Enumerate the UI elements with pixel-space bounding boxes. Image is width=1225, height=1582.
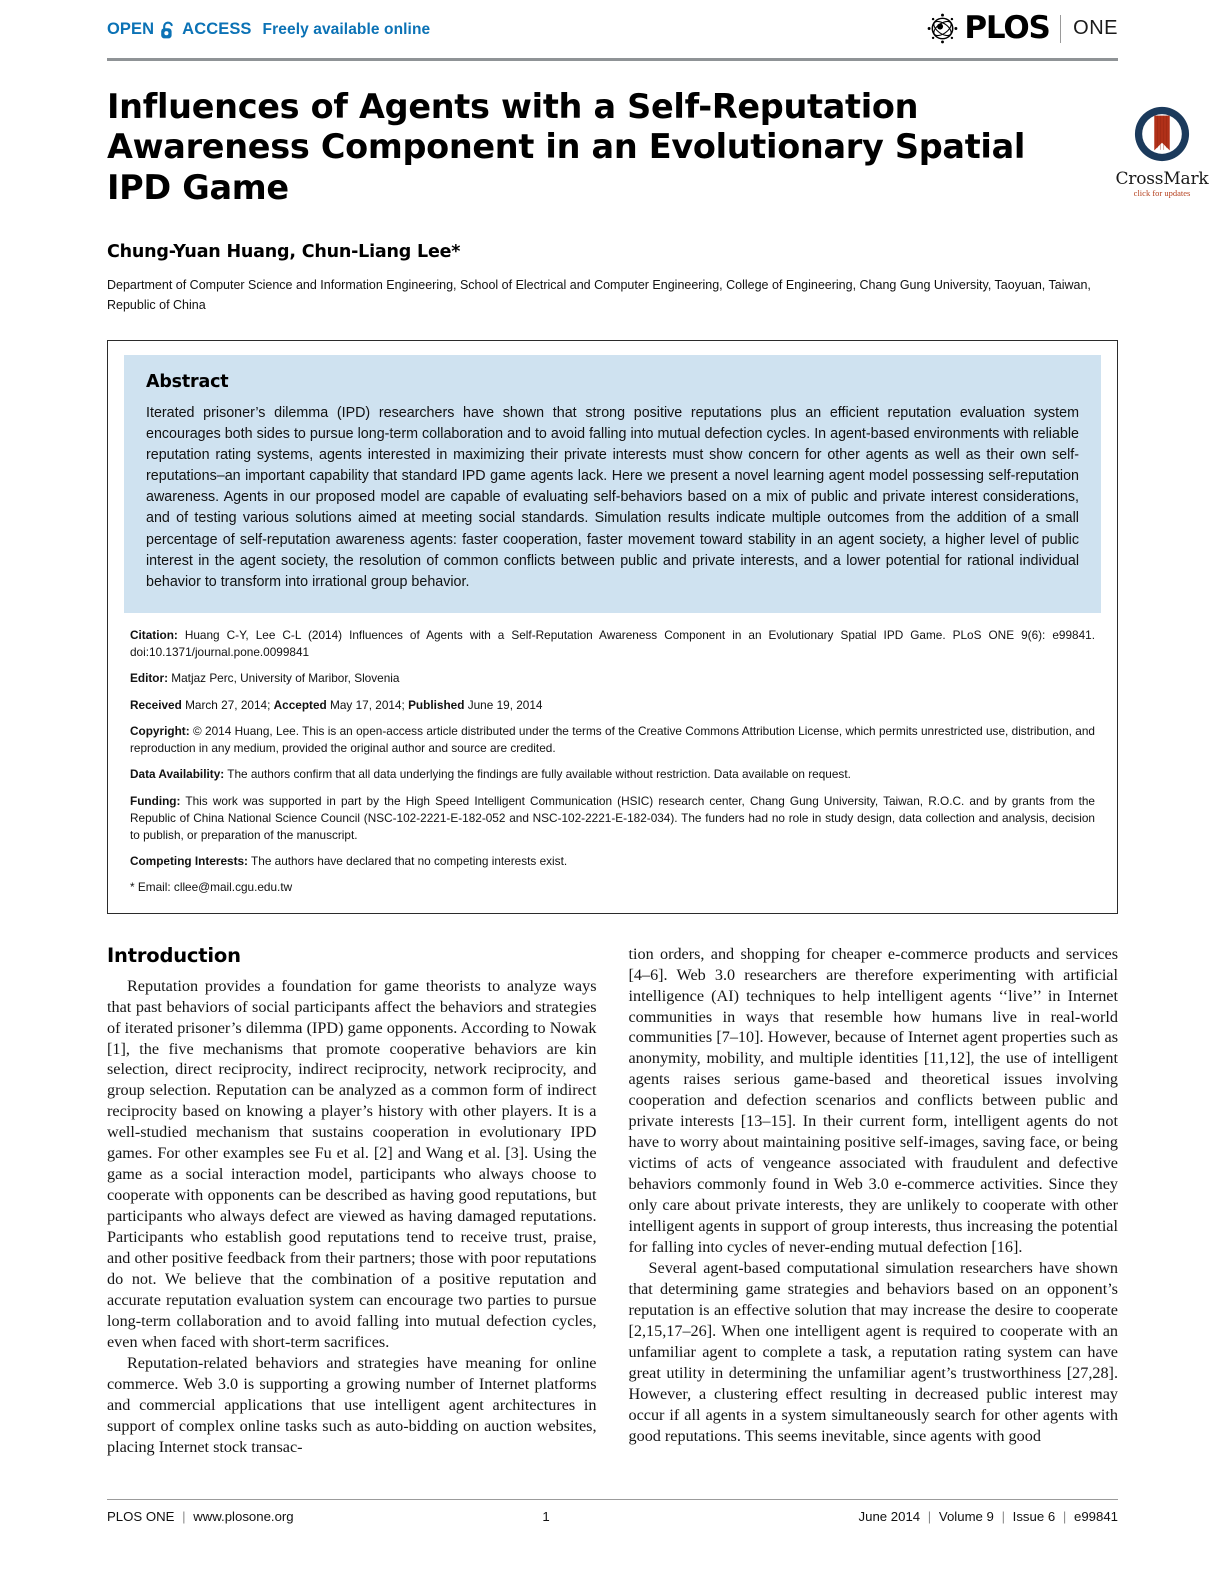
abstract-container: [107, 340, 1118, 914]
footer-separator: |: [1062, 1509, 1067, 1524]
body-paragraph: tion orders, and shopping for cheaper e-commerce products and services [4–6]. Web 3.0 researchers are therefore experimenting with artificial intelligence (AI) techniques to help intelligent agents ‘‘live’’ in Internet communities in ways that resemble how humans live in real-world communities [7–10]. However, because of Internet agent properties such as anonymity, mobility, and multiple identities [11,12], the use of intelligent agents raises serious game-based and theoretical issues involving cooperation and defection scenarios and conflicts between public and private interests [13–15]. In their current form, intelligent agents do not have to worry about maintaining positive self-images, saving face, or being victims of acts of vengeance associated with fraudulent and defective behaviors commonly found in Web 3.0 e-commerce activities. Since they only care about private interests, they are unlikely to cooperate with other intelligent agents in support of group interests, thus increasing the potential for falling into cycles of never-ending mutual defection [16].: [628, 944, 1118, 1257]
plos-orb-icon: [926, 12, 959, 45]
accepted-label: Accepted: [273, 697, 327, 712]
competing-text: The authors have declared that no competing interests exist.: [247, 854, 568, 869]
abstract-heading: Abstract: [146, 371, 229, 392]
editor-label: Editor:: [130, 671, 169, 686]
crossmark-label: CrossMark: [1115, 169, 1209, 189]
footer-journal-block: [107, 1509, 294, 1524]
footer-rule: [107, 1499, 1118, 1500]
footer-volume: Volume 9: [938, 1509, 994, 1524]
editor-text: Matjaz Perc, University of Maribor, Slovenia: [168, 671, 400, 686]
received-text: March 27, 2014;: [181, 697, 274, 712]
open-lock-icon: [160, 21, 176, 39]
published-label: Published: [408, 697, 465, 712]
footer-journal: PLOS ONE: [107, 1509, 175, 1524]
data-availability-label: Data Availability:: [130, 767, 225, 782]
footer-separator: |: [1001, 1509, 1005, 1524]
corresponding-email[interactable]: * Email: cllee@mail.cgu.edu.tw: [130, 880, 293, 895]
abstract-text: Iterated prisoner’s dilemma (IPD) researchers have shown that strong positive reputations plus an efficient reputation evaluation system encourages both sides to pursue long-term collaboration and to avoid falling into mutual defection cycles. In agent-based environments with reliable reputation rating systems, agents interested in maximizing their private interests must show concern for other agents as well as their own self-reputations–an important capability that standard IPD game agents lack. Here we present a novel learning agent model possessing self-reputation awareness. Agents in our proposed model are capable of evaluating self-behaviors based on a mix of public and private interest considerations, and of testing various solutions aimed at meeting social standards. Simulation results indicate multiple outcomes from the addition of a small percentage of self-reputation awareness agents: faster cooperation, faster movement toward stability in an agent society, a higher level of public interest in the agent society, the resolution of common conflicts between public and private interests, and a lower potential for rational individual behavior to transform into irrational group behavior.: [146, 404, 1079, 590]
copyright-label: Copyright:: [130, 723, 190, 738]
editor-row: [130, 670, 1095, 687]
footer-separator: |: [182, 1509, 186, 1524]
crossmark-badge-icon: [1114, 105, 1210, 168]
body-columns: [107, 944, 1118, 1458]
dates-row: [130, 697, 1095, 714]
plos-wordmark: PLOS: [964, 10, 1050, 46]
body-paragraph: Reputation-related behaviors and strategies have meaning for online commerce. Web 3.0 is supporting a growing number of Internet platforms and commercial applications that use intelligent agent architectures in support of complex online tasks such as auto-bidding on auction websites, placing Internet stock transac-: [107, 1354, 597, 1456]
body-paragraph: Reputation provides a foundation for game theorists to analyze ways that past behaviors of social participants affect the behaviors and strategies of iterated prisoner’s dilemma (IPD) game opponents. According to Nowak [1], the five mechanisms that promote cooperative behaviors are kin selection, direct reciprocity, indirect reciprocity, network reciprocity, and group selection. Reputation can be analyzed as a common form of indirect reciprocity based on knowing a player’s history with other players. It is a well-studied mechanism that sustains cooperation in evolutionary IPD games. For other examples see Fu et al. [2] and Wang et al. [3]. Using the game as a social interaction model, participants who always choose to cooperate with opponents can be described as having good reputations, but participants who always defect are viewed as having damaged reputations. Participants who establish good reputations tend to receive trust, praise, and other positive feedback from their partners; those with poor reputations do not. We believe that the combination of a positive reputation and accurate reputation evaluation system can encourage two parties to pursue long-term collaboration and to avoid falling into mutual defection cycles, even when faced with short-term sacrifices.: [107, 976, 597, 1352]
plos-logo[interactable]: [926, 12, 1118, 45]
copyright-row: [130, 723, 1095, 757]
footer-issue: Issue 6: [1012, 1509, 1056, 1524]
crossmark-badge[interactable]: [1114, 105, 1210, 198]
abstract-panel: [124, 355, 1101, 613]
citation-text: Huang C-Y, Lee C-L (2014) Influences of Agents with a Self-Reputation Awareness Component in an Evolutionary Spatial IPD Game. PLoS ONE 9(6): e99841. doi:10.1371/journal.pone.0099841: [130, 627, 1095, 660]
page-header: [107, 0, 1118, 52]
section-heading-introduction: Introduction: [107, 943, 241, 967]
received-label: Received: [130, 697, 182, 712]
crossmark-sublabel: click for updates: [1133, 188, 1191, 198]
footer-separator: |: [927, 1509, 932, 1524]
footer-issue-block: [859, 1509, 1118, 1524]
body-paragraph: Several agent-based computational simulation researchers have shown that determining game strategies and behaviors based on an opponent’s reputation is an effective solution that may increase the desire to cooperate [2,15,17–26]. When one intelligent agent is required to cooperate with an unfamiliar agent to complete a task, a reputation rating system can have great utility in determining the unfamiliar agent’s trustworthiness [27,28]. However, a clustering effect resulting in decreased public interest may occur if all agents in a system simultaneously search for other agents with good reputations. This seems inevitable, since agents with good: [628, 1259, 1118, 1445]
open-access-open-label: OPEN: [107, 20, 155, 38]
open-access-access-label: ACCESS: [182, 20, 252, 38]
citation-row: [130, 627, 1095, 661]
open-access-banner[interactable]: [107, 20, 430, 39]
accepted-text: May 17, 2014;: [326, 697, 409, 712]
copyright-text: © 2014 Huang, Lee. This is an open-access article distributed under the terms of the Creative Commons Attribution License, which permits unrestricted use, distribution, and reproduction in any medium, provided the original author and source are credited.: [130, 723, 1095, 756]
logo-divider: [1060, 15, 1062, 43]
citation-label: Citation:: [130, 627, 178, 642]
header-rule: [107, 58, 1118, 61]
right-column: [629, 944, 1119, 1458]
left-column: [107, 944, 597, 1458]
page-footer: [107, 1499, 1118, 1524]
affiliation: Department of Computer Science and Information Engineering, School of Electrical and Computer Engineering, College of Engineering, Chang Gung University, Taoyuan, Taiwan, Republic of China: [107, 278, 1091, 313]
competing-label: Competing Interests:: [130, 854, 248, 869]
footer-issue-date: June 2014: [858, 1509, 921, 1524]
funding-row: [130, 793, 1095, 845]
data-availability-text: The authors confirm that all data underlying the findings are fully available without restriction. Data available on request.: [224, 767, 851, 782]
author-list: Chung-Yuan Huang, Chun-Liang Lee*: [107, 242, 461, 263]
plos-journal-name: ONE: [1073, 17, 1118, 39]
published-text: June 19, 2014: [464, 697, 543, 712]
open-access-tagline: Freely available online: [262, 20, 431, 38]
footer-article-id: e99841: [1073, 1509, 1118, 1524]
article-metadata: [124, 613, 1101, 901]
funding-label: Funding:: [130, 793, 181, 808]
footer-page-number: 1: [542, 1509, 550, 1524]
page-title: Influences of Agents with a Self-Reputation Awareness Component in an Evolutionary Spatial IPD Game: [107, 86, 1026, 208]
competing-interests-row: [130, 853, 1095, 870]
footer-website[interactable]: www.plosone.org: [193, 1509, 294, 1524]
funding-text: This work was supported in part by the High Speed Intelligent Communication (HSIC) research center, Chang Gung University, Taiwan, R.O.C. and by grants from the Republic of China National Science Council (NSC-102-2221-E-182-052 and NSC-102-2221-E-182-034). The funders had no role in study design, data collection and analysis, decision to publish, or preparation of the manuscript.: [130, 793, 1095, 842]
data-availability-row: [130, 766, 1095, 783]
